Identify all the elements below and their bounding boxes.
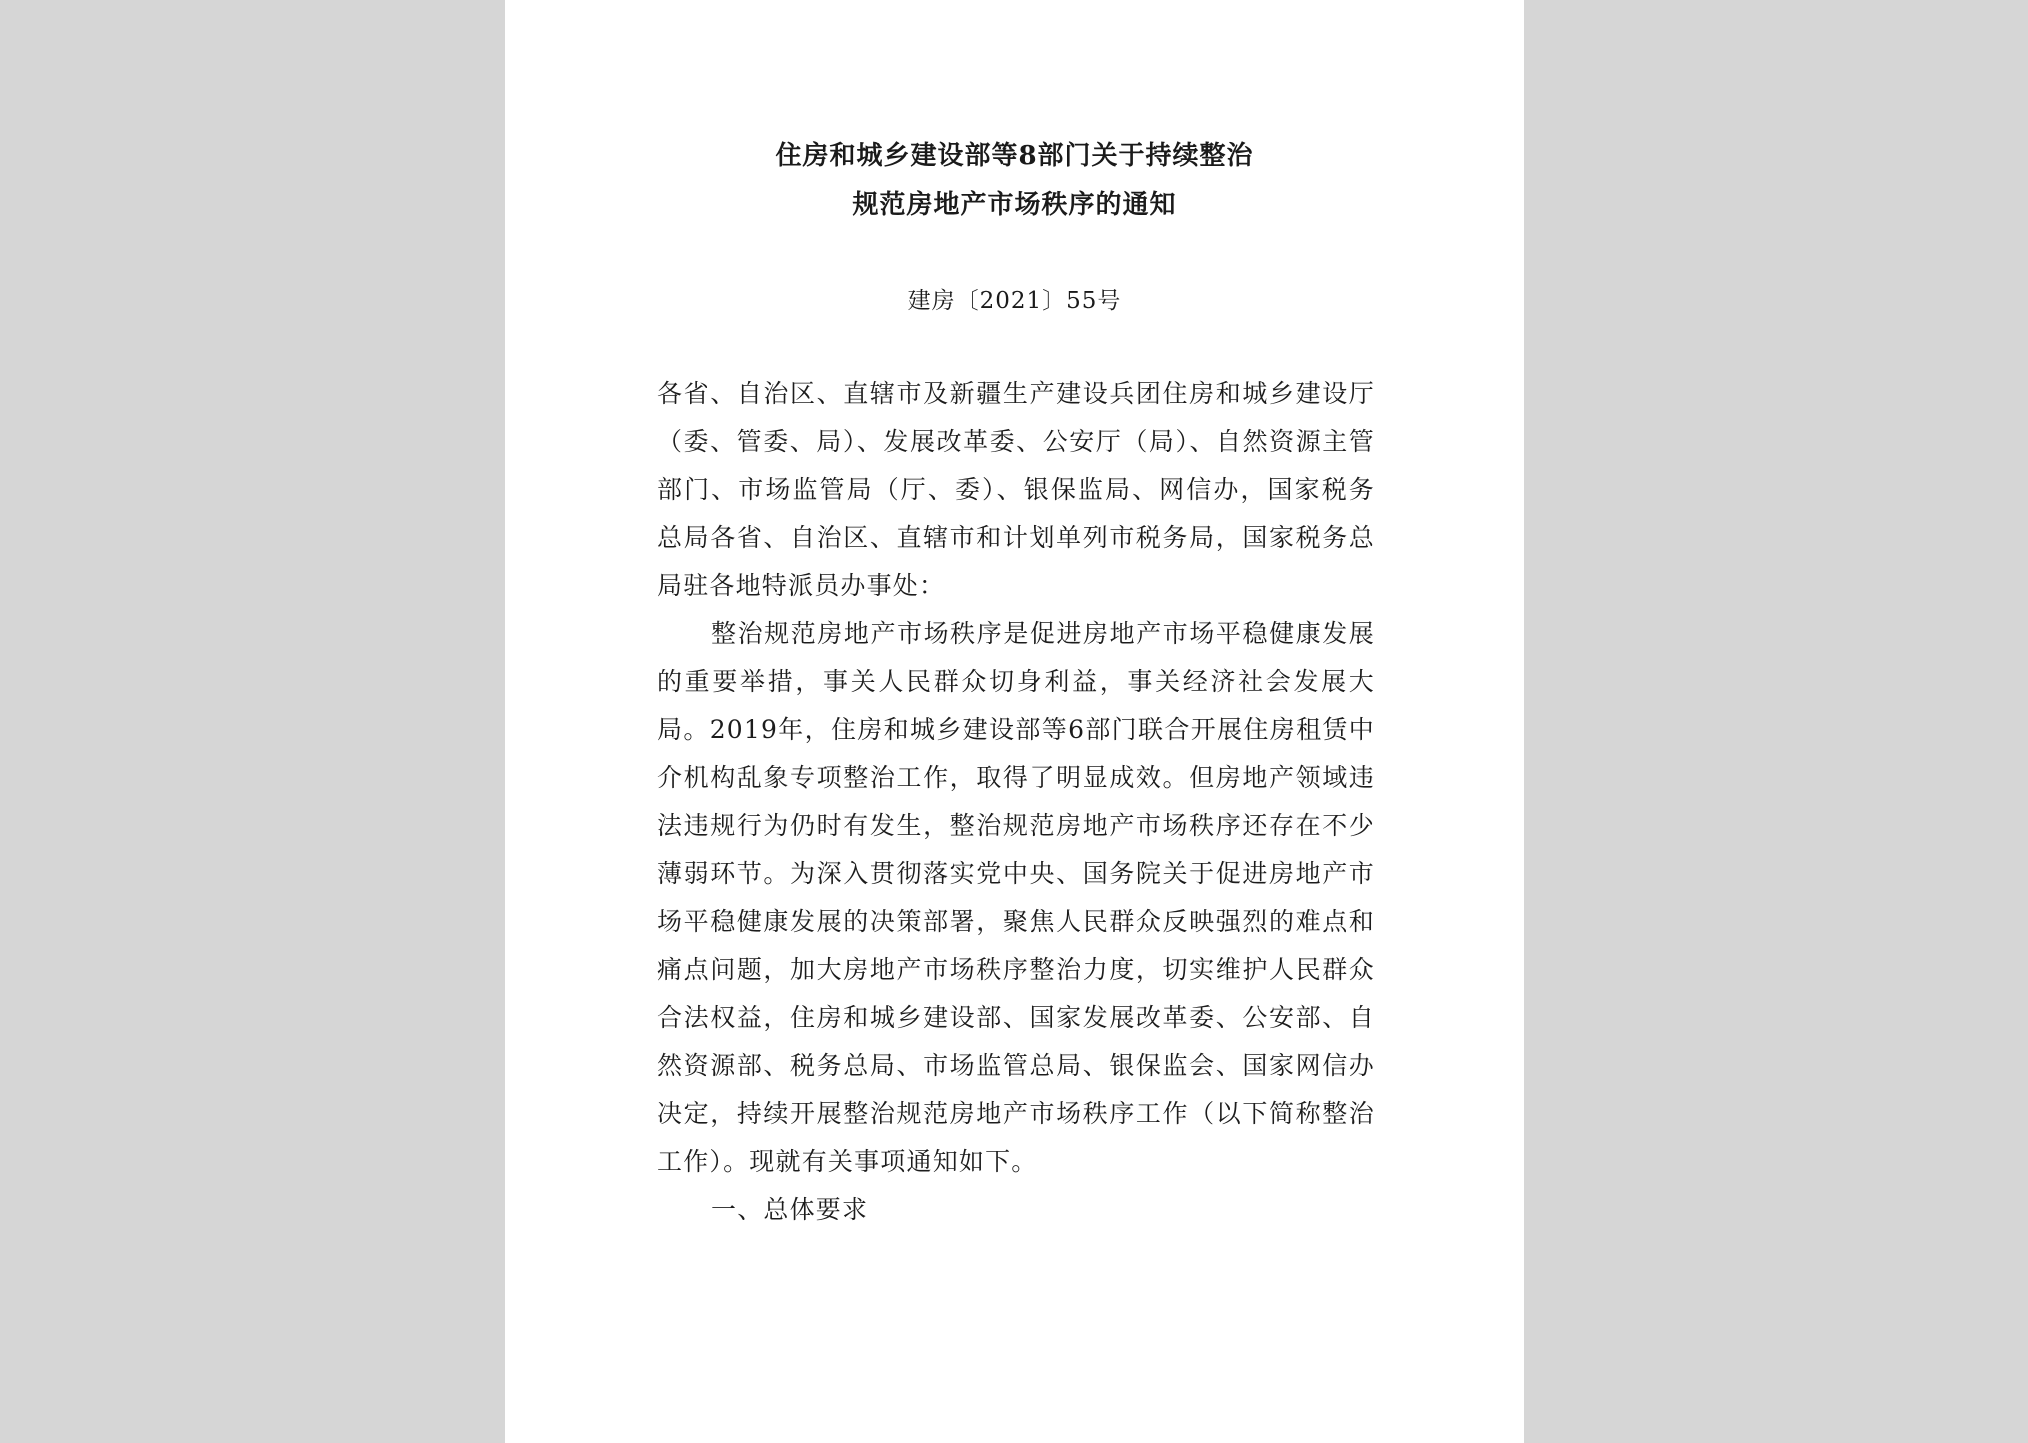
document-number: 建房〔2021〕55号 xyxy=(907,288,1122,314)
document-title-line-1: 住房和城乡建设部等8部门关于持续整治 xyxy=(775,141,1254,171)
document-page xyxy=(505,0,1524,1443)
section-heading-1: 一、总体要求 xyxy=(711,1195,869,1224)
addressee-paragraph: 各省、自治区、直辖市及新疆生产建设兵团住房和城乡建设厅（委、管委、局）、发展改革委、公安厅（局）、自然资源主管部门、市场监管局（厅、委）、银保监局、网信办，国家税务总局各省、自治区、直辖市和计划单列市税务局，国家税务总局驻各地特派员办事处： xyxy=(657,379,1375,600)
body-paragraph-1: 整治规范房地产市场秩序是促进房地产市场平稳健康发展的重要举措，事关人民群众切身利益，事关经济社会发展大局。2019年，住房和城乡建设部等6部门联合开展住房租赁中介机构乱象专项整治工作，取得了明显成效。但房地产领域违法违规行为仍时有发生，整治规范房地产市场秩序还存在不少薄弱环节。为深入贯彻落实党中央、国务院关于促进房地产市场平稳健康发展的决策部署，聚焦人民群众反映强烈的难点和痛点问题，加大房地产市场秩序整治力度，切实维护人民群众合法权益，住房和城乡建设部、国家发展改革委、公安部、自然资源部、税务总局、市场监管总局、银保监会、国家网信办决定，持续开展整治规范房地产市场秩序工作（以下简称整治工作）。现就有关事项通知如下。 xyxy=(657,619,1375,1176)
document-title-line-2: 规范房地产市场秩序的通知 xyxy=(852,190,1177,220)
document-body xyxy=(657,370,1375,1234)
